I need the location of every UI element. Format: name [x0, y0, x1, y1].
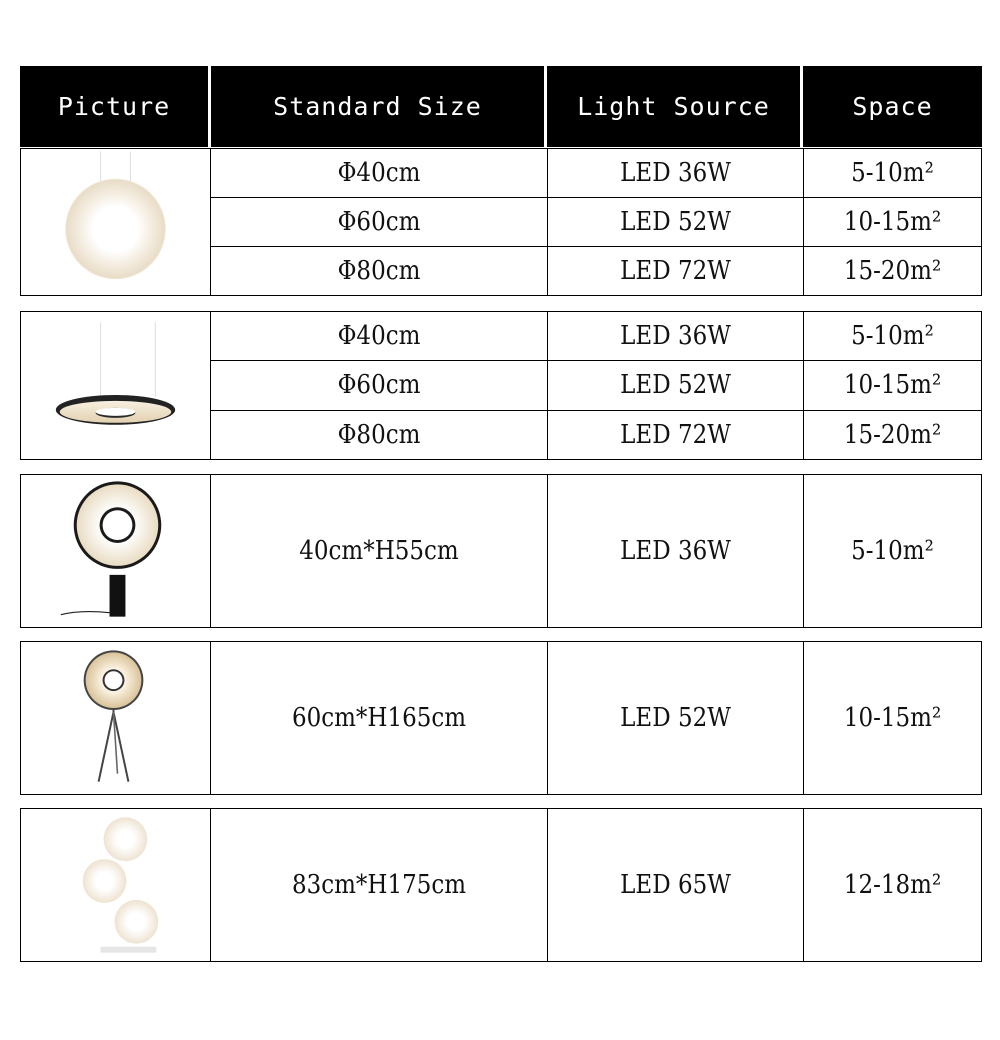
horizontal-disc-pendant-image — [21, 312, 211, 459]
space-cell: 10-15m² — [843, 370, 942, 401]
product-group-2 — [20, 311, 982, 460]
light-cell: LED 36W — [548, 149, 804, 197]
table-row — [211, 642, 981, 794]
space-cell: 10-15m² — [843, 703, 942, 733]
space-cell: 12-18m² — [843, 870, 942, 900]
table-row — [211, 247, 981, 295]
header-space: Space — [852, 92, 933, 121]
table-row — [211, 198, 981, 247]
space-cell: 15-20m² — [843, 419, 942, 450]
size-cell: 60cm*H165cm — [211, 642, 548, 794]
header-standard-size: Standard Size — [211, 66, 547, 147]
size-cell: Φ40cm — [211, 149, 548, 197]
table-row — [211, 809, 981, 961]
space-cell: 5-10m² — [851, 321, 934, 352]
table-row — [211, 475, 981, 627]
size-cell: Φ80cm — [211, 411, 548, 459]
table-row — [211, 149, 981, 198]
light-cell: LED 72W — [548, 247, 804, 295]
header-picture: Picture — [20, 66, 211, 147]
product-group-4 — [20, 641, 982, 795]
light-cell: LED 36W — [548, 312, 804, 360]
size-cell: Φ80cm — [211, 247, 548, 295]
space-cell: 15-20m² — [843, 256, 942, 286]
table-row — [211, 411, 981, 459]
product-group-3 — [20, 474, 982, 628]
space-cell: 5-10m² — [851, 536, 934, 566]
size-cell: 83cm*H175cm — [211, 809, 548, 961]
product-group-1 — [20, 148, 982, 296]
flat-ring-pendant-image — [21, 149, 211, 295]
space-cell: 10-15m² — [843, 207, 942, 237]
light-cell: LED 52W — [548, 361, 804, 409]
size-cell: Φ60cm — [211, 198, 548, 246]
table-row — [211, 312, 981, 361]
product-group-5 — [20, 808, 982, 962]
header-light-source: Light Source — [547, 66, 803, 147]
tripod-floor-lamp-image — [21, 642, 211, 794]
light-cell: LED 52W — [548, 642, 804, 794]
size-cell: Φ40cm — [211, 312, 548, 360]
light-cell: LED 52W — [548, 198, 804, 246]
table-row — [211, 361, 981, 410]
triple-ring-floor-lamp-image — [21, 809, 211, 961]
light-cell: LED 36W — [548, 475, 804, 627]
light-cell: LED 65W — [548, 809, 804, 961]
light-cell: LED 72W — [548, 411, 804, 459]
table-header — [20, 66, 982, 147]
size-cell: 40cm*H55cm — [211, 475, 548, 627]
space-cell: 5-10m² — [851, 158, 934, 188]
size-cell: Φ60cm — [211, 361, 548, 409]
table-lamp-image — [21, 475, 211, 627]
